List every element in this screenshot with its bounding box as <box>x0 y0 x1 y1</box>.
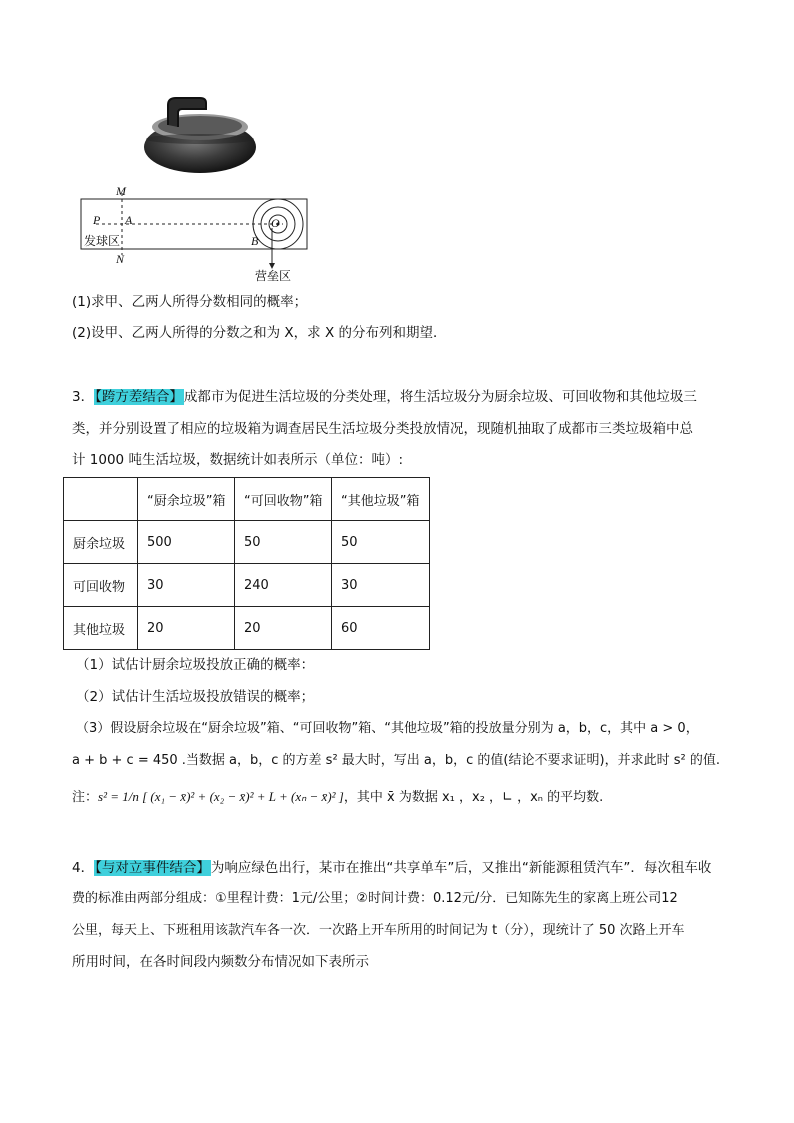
q4-text1: 为响应绿色出行，某市在推出“共享单车”后，又推出“新能源租赁汽车”．每次租车收 <box>210 860 712 876</box>
label-camp-area: 营垒区 <box>255 269 292 283</box>
label-A: A <box>125 213 133 227</box>
q3-sub1: （1）试估计厨余垃圾投放正确的概率： <box>76 657 315 673</box>
table-cell: 60 <box>332 607 430 650</box>
q4-number: 4． <box>72 860 95 876</box>
variance-formula: s² = 1/n [ (x₁ − x̄)² + (x₂ − x̄)² + L + (xₙ − x̄)² ] <box>98 789 344 804</box>
q3-sub3b: a + b + c = 450 .当数据 a，b，c 的方差 s² 最大时，写出 a，b，c 的值(结论不要求证明)，并求此时 s² 的值. <box>72 753 720 768</box>
table-cell: “其他垃圾”箱 <box>332 478 430 521</box>
label-B: B <box>251 234 259 248</box>
table-cell: 500 <box>138 521 235 564</box>
label-M: M <box>116 184 126 198</box>
table-cell: 30 <box>138 564 235 607</box>
label-serve-area: 发球区 <box>84 234 121 248</box>
table-header-row <box>64 478 430 521</box>
table-cell: 20 <box>235 607 332 650</box>
table-cell <box>64 478 138 521</box>
table-cell: 20 <box>138 607 235 650</box>
table-cell: 厨余垃圾 <box>64 521 138 564</box>
label-O: O <box>271 216 280 230</box>
table-cell: 可回收物 <box>64 564 138 607</box>
table-row <box>64 564 430 607</box>
q3-note <box>72 786 603 809</box>
curling-stone-image <box>142 95 258 175</box>
table-cell: 30 <box>332 564 430 607</box>
label-P: P <box>93 213 101 227</box>
q4-line4: 所用时间，在各时间段内频数分布情况如下表所示 <box>72 954 369 970</box>
q2-part1: (1)求甲、乙两人所得分数相同的概率； <box>72 294 308 310</box>
label-N: N <box>116 252 125 266</box>
table-cell: 50 <box>235 521 332 564</box>
q3-text1: 成都市为促进生活垃圾的分类处理，将生活垃圾分为厨余垃圾、可回收物和其他垃圾三 <box>183 389 697 405</box>
table-row <box>64 607 430 650</box>
table-cell: 50 <box>332 521 430 564</box>
q4-line3: 公里，每天上、下班租用该款汽车各一次．一次路上开车所用的时间记为 t（分），现统计了 50 次路上开车 <box>72 923 685 938</box>
note-suffix: ，其中 x̄ 为数据 x₁ ，x₂ ，∟ ，xₙ 的平均数. <box>343 790 604 805</box>
q4-line1 <box>72 857 711 879</box>
q4-tag: 【与对立事件结合】 <box>95 860 210 876</box>
q2-part2: (2)设甲、乙两人所得的分数之和为 X，求 X 的分布列和期望． <box>72 325 447 341</box>
q3-line2: 类，并分别设置了相应的垃圾箱为调查居民生活垃圾分类投放情况，现随机抽取了成都市三类垃圾箱中总 <box>72 421 693 437</box>
note-prefix: 注： <box>72 790 99 805</box>
q3-number: 3． <box>72 389 95 405</box>
q3-tag: 【跨方差结合】 <box>95 389 183 405</box>
q4-line2: 费的标准由两部分组成：①里程计费：1元/公里；②时间计费：0.12元/分．已知陈先生的家离上班公司12 <box>72 891 678 906</box>
table-cell: 240 <box>235 564 332 607</box>
table-cell: “厨余垃圾”箱 <box>138 478 235 521</box>
table-cell: “可回收物”箱 <box>235 478 332 521</box>
q3-sub2: （2）试估计生活垃圾投放错误的概率； <box>76 689 315 705</box>
garbage-table <box>63 477 430 650</box>
q3-line3: 计 1000 吨生活垃圾，数据统计如表所示（单位：吨）: <box>72 452 403 468</box>
q3-line1 <box>72 386 697 408</box>
table-row <box>64 521 430 564</box>
q3-sub3a: （3）假设厨余垃圾在“厨余垃圾”箱、“可回收物”箱、“其他垃圾”箱的投放量分别为 a，b，c，其中 a > 0， <box>76 721 699 736</box>
table-cell: 其他垃圾 <box>64 607 138 650</box>
